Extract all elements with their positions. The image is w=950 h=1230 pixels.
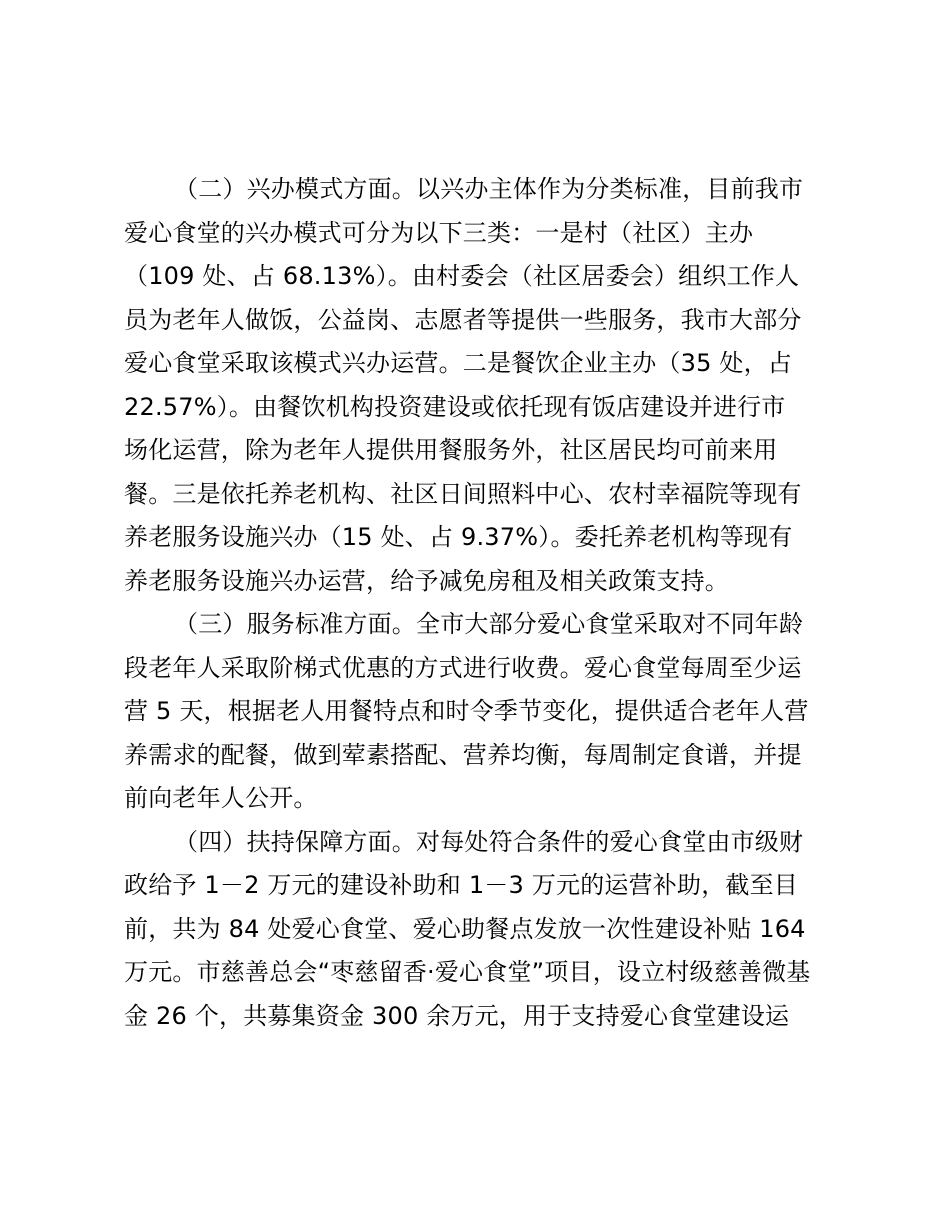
paragraph-line: （三）服务标准方面。全市大部分爱心食堂采取对不同年龄 (174, 610, 804, 638)
paragraph-line: 场化运营，除为老年人提供用餐服务外，社区居民均可前来用 (124, 436, 778, 464)
paragraph-line: 前向老年人公开。 (124, 784, 318, 812)
paragraph-line: （二）兴办模式方面。以兴办主体作为分类标准，目前我市 (174, 175, 804, 203)
paragraph-line: 段老年人采取阶梯式优惠的方式进行收费。爱心食堂每周至少运 (124, 653, 802, 682)
paragraph-line: 22.57%）。由餐饮机构投资建设或依托现有饭店建设并进行市 (124, 392, 786, 421)
paragraph-line: 养老服务设施兴办（15 处、占 9.37%）。委托养老机构等现有 (124, 523, 793, 551)
paragraph-line: 万元。市慈善总会“枣慈留香·爱心食堂”项目，设立村级慈善微基 (124, 958, 811, 986)
document-body (124, 168, 834, 1038)
paragraph-line: 政给予 1－2 万元的建设补助和 1－3 万元的运营补助，截至目 (124, 871, 798, 899)
paragraph-line: 养老服务设施兴办运营，给予减免房租及相关政策支持。 (124, 566, 729, 595)
paragraph-line: 餐。三是依托养老机构、社区日间照料中心、农村幸福院等现有 (124, 479, 802, 508)
paragraph-line: （109 处、占 68.13%）。由村委会（社区居委会）组织工作人 (124, 262, 800, 290)
paragraph-line: （四）扶持保障方面。对每处符合条件的爱心食堂由市级财 (174, 827, 804, 856)
paragraph-line: 爱心食堂的兴办模式可分为以下三类：一是村（社区）主办 (124, 218, 754, 247)
paragraph-line: 金 26 个，共募集资金 300 余万元，用于支持爱心食堂建设运 (124, 1001, 790, 1030)
paragraph-line: 前，共为 84 处爱心食堂、爱心助餐点发放一次性建设补贴 164 (124, 914, 806, 943)
paragraph-line: 养需求的配餐，做到荤素搭配、营养均衡，每周制定食谱，并提 (124, 740, 802, 769)
paragraph-line: 爱心食堂采取该模式兴办运营。二是餐饮企业主办（35 处，占 (124, 349, 792, 377)
paragraph-line: 营 5 天，根据老人用餐特点和时令季节变化，提供适合老年人营 (124, 697, 809, 725)
paragraph-line: 员为老年人做饭，公益岗、志愿者等提供一些服务，我市大部分 (124, 305, 802, 334)
